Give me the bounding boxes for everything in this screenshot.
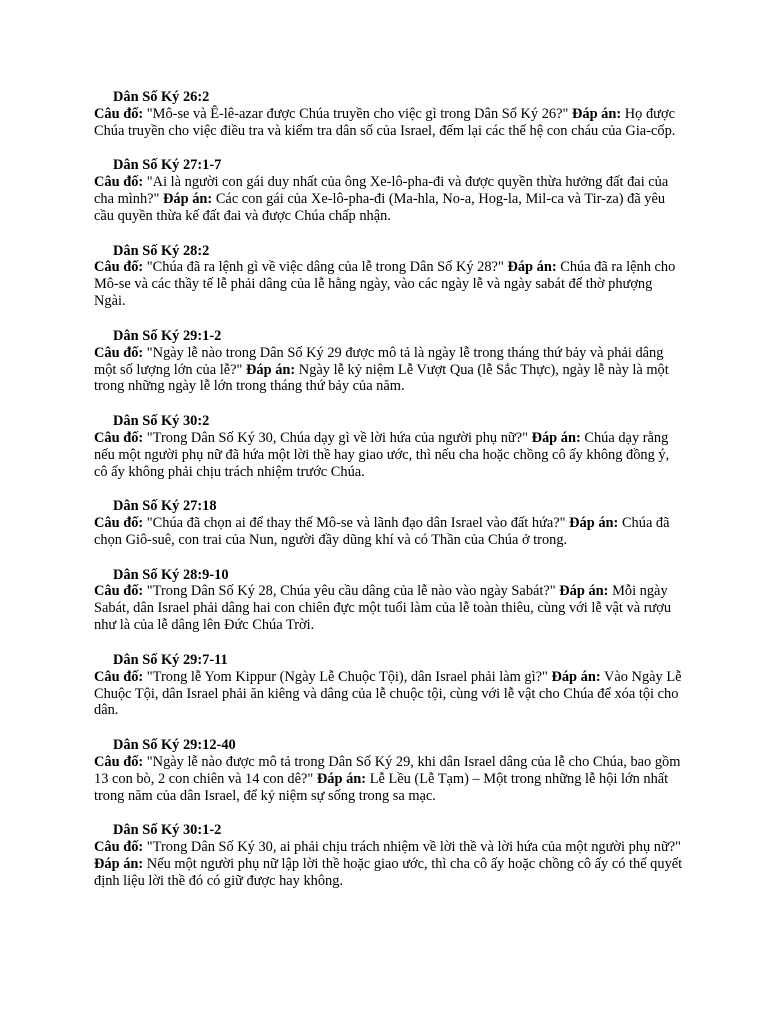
verse-reference: Dân Số Ký 30:1-2 <box>113 822 222 839</box>
quiz-entry <box>94 89 684 140</box>
answer-text: Họ được Chúa truyền cho việc điều tra và kiểm tra dân số của Israel, đếm lại các thế hệ con cháu của Gia-cốp. <box>94 105 676 139</box>
quiz-entry <box>94 737 684 805</box>
answer-label: Đáp án: <box>94 855 144 872</box>
answer-label: Đáp án: <box>507 259 557 276</box>
question-text: "Trong Dân Số Ký 30, ai phải chịu trách nhiệm về lời thề và lời hứa của một người phụ nữ?" <box>146 839 682 856</box>
quiz-entry <box>94 498 684 549</box>
question-text: "Ngày lễ nào trong Dân Số Ký 29 được mô tả là ngày lễ trong tháng thứ bảy và phải dâng một số lượng lớn của lễ?" <box>94 344 664 378</box>
question-text: "Trong Dân Số Ký 30, Chúa dạy gì về lời hứa của người phụ nữ?" <box>146 429 528 446</box>
answer-label: Đáp án: <box>531 429 581 446</box>
answer-text: Nếu một người phụ nữ lập lời thề hoặc giao ước, thì cha cô ấy hoặc chồng cô ấy có thể quyết định liệu lời thề đó có giữ được hay không. <box>94 855 683 889</box>
question-label: Câu đố: <box>94 839 144 856</box>
answer-label: Đáp án: <box>571 105 622 122</box>
question-label: Câu đố: <box>94 429 144 446</box>
answer-label: Đáp án: <box>559 583 609 600</box>
question-label: Câu đố: <box>94 105 144 122</box>
answer-label: Đáp án: <box>569 515 619 532</box>
answer-text: Lễ Lều (Lễ Tạm) – Một trong những lễ hội lớn nhất trong năm của dân Israel, để kỷ niệm sự sống trong sa mạc. <box>94 770 669 804</box>
quiz-entry <box>94 328 684 396</box>
quiz-body <box>94 515 684 549</box>
quiz-body <box>94 583 684 634</box>
quiz-body <box>94 430 684 481</box>
quiz-body <box>94 106 684 140</box>
quiz-entry <box>94 822 684 890</box>
quiz-body <box>94 174 684 225</box>
answer-label: Đáp án: <box>551 668 601 685</box>
answer-label: Đáp án: <box>163 191 213 208</box>
answer-text: Chúa đã chọn Giô-suê, con trai của Nun, người đầy dũng khí và có Thần của Chúa ở trong. <box>94 515 670 548</box>
verse-reference: Dân Số Ký 29:1-2 <box>113 327 222 344</box>
quiz-body <box>94 669 684 720</box>
question-label: Câu đố: <box>94 259 144 276</box>
quiz-body <box>94 754 684 805</box>
verse-reference: Dân Số Ký 27:18 <box>113 498 217 515</box>
question-label: Câu đố: <box>94 668 144 685</box>
quiz-entry <box>94 567 684 635</box>
verse-reference: Dân Số Ký 27:1-7 <box>113 157 222 174</box>
answer-text: Ngày lễ kỷ niệm Lễ Vượt Qua (lễ Sắc Thực), ngày lễ này là một trong những ngày lễ lớn trong tháng thứ bảy của năm. <box>94 361 669 395</box>
verse-reference: Dân Số Ký 29:12-40 <box>113 736 236 753</box>
verse-reference: Dân Số Ký 29:7-11 <box>113 651 228 668</box>
quiz-body <box>94 345 684 396</box>
question-label: Câu đố: <box>94 583 144 600</box>
verse-reference: Dân Số Ký 28:9-10 <box>113 566 229 583</box>
answer-text: Chúa đã ra lệnh cho Mô-se và các thầy tế lễ phải dâng của lễ hằng ngày, vào các ngày lễ và ngày sabát để thờ phượng Ngài. <box>94 259 676 310</box>
quiz-body <box>94 839 684 890</box>
question-text: "Chúa đã ra lệnh gì về việc dâng của lễ trong Dân Số Ký 28?" <box>146 259 504 276</box>
question-text: "Trong Dân Số Ký 28, Chúa yêu cầu dâng của lễ nào vào ngày Sabát?" <box>146 583 556 600</box>
question-text: "Chúa đã chọn ai để thay thế Mô-se và lãnh đạo dân Israel vào đất hứa?" <box>146 515 566 532</box>
quiz-entry <box>94 157 684 225</box>
question-label: Câu đố: <box>94 344 144 361</box>
question-text: "Mô-se và Ê-lê-azar được Chúa truyền cho việc gì trong Dân Số Ký 26?" <box>146 105 569 122</box>
verse-reference: Dân Số Ký 28:2 <box>113 242 210 259</box>
answer-text: Các con gái của Xe-lô-pha-đi (Ma-hla, No-a, Hog-la, Mil-ca và Tir-za) đã yêu cầu quyền thừa kế đất đai và được Chúa chấp nhận. <box>94 191 666 225</box>
answer-text: Mỗi ngày Sabát, dân Israel phải dâng hai con chiên đực một tuổi làm của lễ toàn thiêu, cùng với lễ vật và rượu như là của lễ dâng lên Đức Chúa Trời. <box>94 583 672 634</box>
quiz-entry <box>94 243 684 311</box>
answer-text: Chúa dạy rằng nếu một người phụ nữ đã hứa một lời thề hay giao ước, thì nếu cha hoặc chồng cô ấy không đồng ý, cô ấy không phải chịu trách nhiệm trước Chúa. <box>94 429 670 480</box>
answer-label: Đáp án: <box>316 770 367 787</box>
question-text: "Ai là người con gái duy nhất của ông Xe-lô-pha-đi và được quyền thừa hưởng đất đai của cha mình?" <box>94 174 669 208</box>
question-text: "Ngày lễ nào được mô tả trong Dân Số Ký 29, khi dân Israel dâng của lễ cho Chúa, bao gồm 13 con bò, 2 con chiên và 14 con dê?" <box>94 753 681 787</box>
verse-reference: Dân Số Ký 30:2 <box>113 412 210 429</box>
quiz-entry <box>94 652 684 720</box>
question-text: "Trong lễ Yom Kippur (Ngày Lễ Chuộc Tội), dân Israel phải làm gì?" <box>146 668 548 685</box>
quiz-entry <box>94 413 684 481</box>
document-page <box>94 89 684 907</box>
answer-label: Đáp án: <box>246 361 296 378</box>
question-label: Câu đố: <box>94 515 144 532</box>
quiz-body <box>94 259 684 310</box>
answer-text: Vào Ngày Lễ Chuộc Tội, dân Israel phải ăn kiêng và dâng của lễ chuộc tội, cùng với lễ vật cho Chúa để xóa tội cho dân. <box>94 668 682 719</box>
verse-reference: Dân Số Ký 26:2 <box>113 89 210 105</box>
question-label: Câu đố: <box>94 753 144 770</box>
question-label: Câu đố: <box>94 174 144 191</box>
